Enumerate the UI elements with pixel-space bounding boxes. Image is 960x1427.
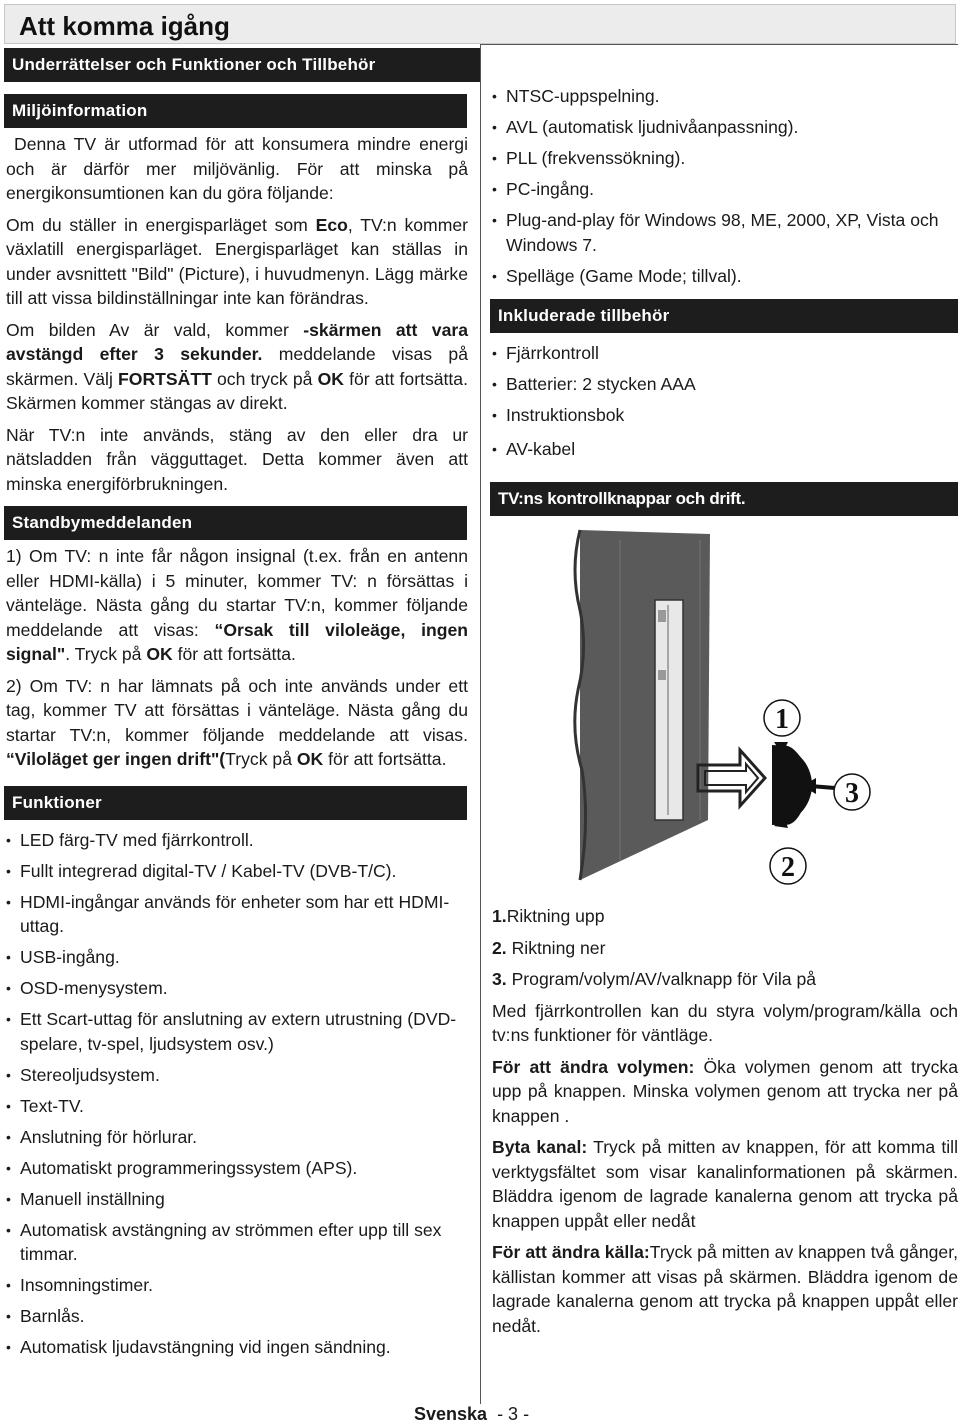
standby-p1-bold: “Orsak till viloleäge, ingen signal" bbox=[6, 619, 468, 664]
source-label: För att ändra källa: bbox=[492, 1242, 650, 1262]
controls-p1-text: Med fjärrkontrollen kan du styra volym/program/källa och tv:ns funktioner för väntläge. bbox=[492, 1000, 958, 1045]
list-item: • Automatisk avstängning av strömmen efter upp till sex timmar. bbox=[4, 1218, 468, 1267]
volume-paragraph bbox=[490, 1055, 958, 1129]
standby-p2-text-e: för att fortsätta. bbox=[323, 749, 447, 769]
fortsatt-label: FORTSÄTT bbox=[118, 368, 212, 389]
standby-paragraph-1 bbox=[4, 544, 468, 667]
env-p3-bold-b: -skärmen att vara avstängd efter 3 sekunder. bbox=[6, 319, 468, 364]
ok-label: OK bbox=[317, 368, 344, 389]
env-paragraph-4 bbox=[4, 423, 468, 497]
legend-text: Program/volym/AV/valknapp för Vila på bbox=[506, 969, 817, 989]
list-item: • PLL (frekvenssökning). bbox=[490, 146, 958, 171]
standby-p2-text-a: 2) Om TV: n har lämnats på och inte används under ett tag, kommer TV att försättas i vänteläge. Nästa gång du startar TV:n, kommer följande meddelande att visas. bbox=[6, 675, 468, 745]
label-3 bbox=[834, 774, 870, 810]
list-item: • Automatiskt programmeringssystem (APS). bbox=[4, 1156, 468, 1181]
page-title: Att komma igång bbox=[19, 11, 230, 41]
source-text: Tryck på mitten av knappen två gånger, källistan kommer att visas på skärmen. Bläddra igenom de lagrade kanalerna genom att trycka på knappen uppåt eller nedåt. bbox=[492, 1242, 958, 1336]
list-item: • Fjärrkontroll bbox=[490, 341, 958, 366]
standby-paragraph-2 bbox=[4, 674, 468, 772]
list-item: • AV-kabel bbox=[490, 437, 958, 462]
channel-text: Tryck på mitten av knappen, för att komma till verktygsfältet som visar kanalinformationen på skärmen. Bläddra igenom de lagrade kanalerna genom att trycka på knappen uppåt eller nedåt bbox=[492, 1137, 959, 1231]
env-p3-text-a: Om bilden Av är vald, kommer bbox=[6, 319, 304, 340]
legend-number: 1. bbox=[492, 906, 507, 926]
env-paragraph-2 bbox=[4, 213, 468, 311]
channel-label: Byta kanal: bbox=[492, 1137, 588, 1157]
list-item: • HDMI-ingångar används för enheter som har ett HDMI-uttag. bbox=[4, 890, 468, 939]
page-footer bbox=[414, 1404, 529, 1425]
standby-p2-text-c: Tryck på bbox=[225, 749, 297, 769]
volume-label: För att ändra volymen: bbox=[492, 1056, 695, 1077]
list-item: • Text-TV. bbox=[4, 1094, 468, 1119]
legend-text: Riktning upp bbox=[506, 906, 605, 926]
features-heading: Funktioner bbox=[4, 786, 467, 820]
list-item: • USB-ingång. bbox=[4, 945, 468, 970]
tv-control-diagram bbox=[560, 520, 920, 900]
controls-heading: TV:ns kontrollknappar och drift. bbox=[490, 482, 958, 516]
svg-text:1: 1 bbox=[775, 704, 789, 735]
env-p3-text-g: för att fortsätta. Skärmen kommer stängas av direkt. bbox=[6, 368, 468, 413]
list-item: • OSD-menysystem. bbox=[4, 976, 468, 1001]
svg-text:3: 3 bbox=[845, 778, 859, 809]
legend-item-2 bbox=[490, 936, 958, 961]
ok-label: OK bbox=[296, 749, 324, 769]
label-1 bbox=[764, 700, 800, 736]
section-bar: Underrättelser och Funktioner och Tillbehör bbox=[4, 48, 480, 82]
list-item: • PC-ingång. bbox=[490, 177, 958, 202]
volume-text: Öka volymen genom att trycka upp på knappen. Minska volymen genom att trycka ner på knappen . bbox=[492, 1056, 958, 1126]
tv-side-panel bbox=[575, 530, 710, 880]
list-item: • Ett Scart-uttag för anslutning av extern utrustning (DVD-spelare, tv-spel, ljudsystem osv.) bbox=[4, 1007, 468, 1056]
list-item: • Manuell inställning bbox=[4, 1187, 468, 1212]
eco-label: Eco bbox=[315, 214, 348, 235]
accessories-list bbox=[490, 341, 958, 462]
legend-item-1 bbox=[490, 904, 958, 929]
standby-p1-text-a: 1) Om TV: n inte får någon insignal (t.ex. från en antenn eller HDMI-källa) i 5 minuter, kommer TV: n försättas i vänteläge. Nästa gång du startar TV:n, kommer följande meddelande att visas: bbox=[6, 546, 468, 640]
page-header bbox=[4, 4, 956, 44]
list-item: • Batterier: 2 stycken AAA bbox=[490, 372, 958, 397]
env-p2-text-b: , TV:n kommer växlatill energisparläget. Energisparläget kan ställas in under avsnittett "Bild" (Picture), i huvudmenyn. Lägg märke till att vissa bildinställningar inte kan förändras. bbox=[6, 214, 468, 308]
label-2 bbox=[770, 848, 806, 884]
list-item: • LED färg-TV med fjärrkontroll. bbox=[4, 828, 468, 853]
legend-number: 3. bbox=[492, 969, 507, 989]
env-paragraph-3 bbox=[4, 318, 468, 416]
list-item: • Automatisk ljudavstängning vid ingen sändning. bbox=[4, 1335, 468, 1360]
list-item: • AVL (automatisk ljudnivåanpassning). bbox=[490, 115, 958, 140]
list-item: • Anslutning för hörlurar. bbox=[4, 1125, 468, 1150]
list-item: • Insomningstimer. bbox=[4, 1273, 468, 1298]
standby-heading: Standbymeddelanden bbox=[4, 506, 467, 540]
list-item: • Instruktionsbok bbox=[490, 403, 958, 428]
legend-text: Riktning ner bbox=[506, 937, 606, 958]
ok-label: OK bbox=[146, 644, 173, 664]
env-p2-text-a: Om du ställer in energisparläget som bbox=[6, 214, 316, 235]
svg-text:2: 2 bbox=[781, 852, 795, 883]
features-list bbox=[4, 828, 468, 1360]
list-item: • Stereoljudsystem. bbox=[4, 1063, 468, 1088]
env-p3-text-c: meddelande visas på skärmen. Välj bbox=[6, 344, 468, 389]
list-item: • Plug-and-play för Windows 98, ME, 2000, XP, Vista och Windows 7. bbox=[490, 208, 958, 257]
env-p4-text: När TV:n inte används, stäng av den eller dra ur nätsladden från vägguttaget. Detta kommer även att minska energiförbrukningen. bbox=[6, 424, 468, 494]
standby-p1-text-c: . Tryck på bbox=[65, 644, 147, 664]
page-number: - 3 - bbox=[497, 1404, 530, 1424]
env-p3-text-e: och tryck på bbox=[211, 368, 318, 389]
accessories-heading: Inkluderade tillbehör bbox=[490, 299, 958, 333]
env-p1-text: Denna TV är utformad för att konsumera mindre energi och är därför mer miljövänlig. För att minska på energikonsumtionen kan du göra följande: bbox=[6, 134, 468, 203]
left-column bbox=[4, 48, 468, 1366]
column-divider bbox=[480, 44, 481, 1404]
env-paragraph-1 bbox=[4, 132, 468, 206]
column-divider-top bbox=[480, 44, 958, 45]
controls-paragraph-1 bbox=[490, 999, 958, 1048]
source-paragraph bbox=[490, 1240, 958, 1338]
list-item: • NTSC-uppspelning. bbox=[490, 84, 958, 109]
standby-p1-text-e: för att fortsätta. bbox=[172, 644, 296, 664]
channel-paragraph bbox=[490, 1135, 958, 1233]
list-item: • Barnlås. bbox=[4, 1304, 468, 1329]
standby-p2-bold: “Viloläget ger ingen drift"( bbox=[6, 749, 226, 769]
legend-item-3 bbox=[490, 967, 958, 992]
list-item: • Spelläge (Game Mode; tillval). bbox=[490, 264, 958, 289]
list-item: • Fullt integrerad digital-TV / Kabel-TV (DVB-T/C). bbox=[4, 859, 468, 884]
env-heading: Miljöinformation bbox=[4, 94, 467, 128]
features-continued-list bbox=[490, 84, 958, 288]
legend-number: 2. bbox=[492, 937, 507, 958]
footer-language: Svenska bbox=[414, 1404, 488, 1424]
